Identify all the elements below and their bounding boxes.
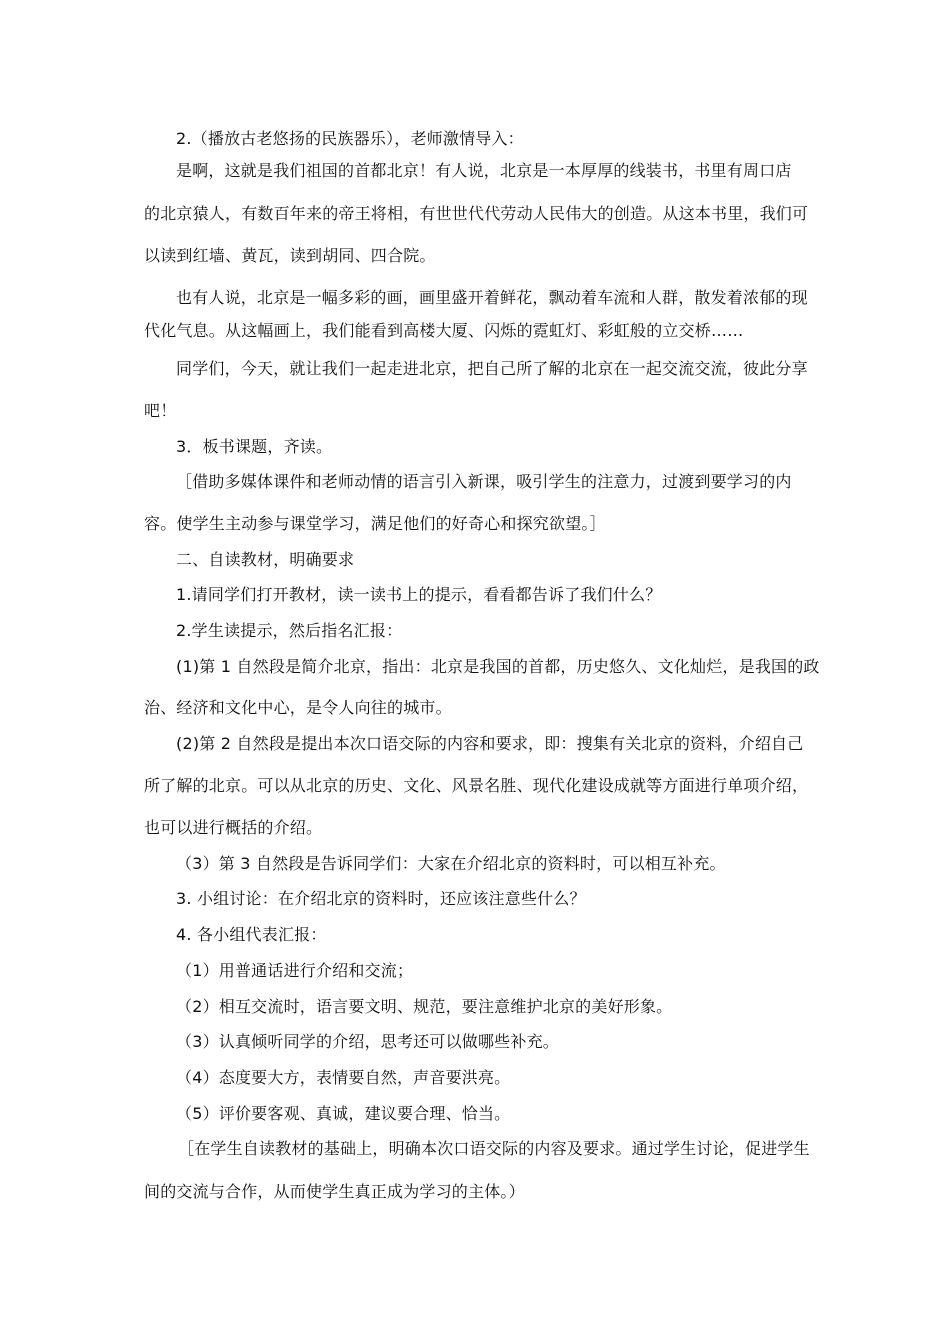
text-line: 以读到红墙、黄瓦，读到胡同、四合院。 [144, 246, 436, 265]
text-line: 是啊，这就是我们祖国的首都北京！有人说，北京是一本厚厚的线装书，书里有周口店 [176, 161, 792, 180]
text-line: 也可以进行概括的介绍。 [144, 818, 323, 837]
text-line: 代化气息。从这幅画上，我们能看到高楼大厦、闪烁的霓虹灯、彩虹般的立交桥…… [144, 321, 744, 340]
text-line: 1.请同学们打开教材，读一读书上的提示，看看都告诉了我们什么？ [176, 585, 662, 604]
text-line: 的北京猿人，有数百年来的帝王将相，有世世代代劳动人民伟大的创造。从这本书里，我们可 [144, 204, 809, 223]
text-line: （3）第 3 自然段是告诉同学们：大家在介绍北京的资料时，可以相互补充。 [176, 854, 726, 873]
text-line: ［在学生自读教材的基础上，明确本次口语交际的内容及要求。通过学生讨论，促进学生 [178, 1139, 810, 1158]
text-line: 3．板书课题，齐读。 [176, 437, 333, 456]
text-line: 吧！ [144, 401, 177, 420]
text-line: 所了解的北京。可以从北京的历史、文化、风景名胜、现代化建设成就等方面进行单项介绍， [144, 776, 809, 795]
text-line: 4. 各小组代表汇报： [176, 925, 327, 944]
text-line: 3. 小组讨论：在介绍北京的资料时，还应该注意些什么？ [176, 889, 586, 908]
text-line: （5）评价要客观、真诚，建议要合理、恰当。 [176, 1104, 511, 1123]
text-line: 治、经济和文化中心，是令人向往的城市。 [144, 698, 452, 717]
text-line: 2.学生读提示，然后指名汇报： [176, 621, 403, 640]
text-line: 2.（播放古老悠扬的民族器乐），老师激情导入： [176, 129, 524, 148]
text-line: 容。使学生主动参与课堂学习，满足他们的好奇心和探究欲望。］ [144, 514, 606, 533]
text-line: 也有人说，北京是一幅多彩的画，画里盛开着鲜花，飘动着车流和人群，散发着浓郁的现 [176, 288, 808, 307]
text-line: 二、自读教材，明确要求 [176, 550, 355, 569]
text-line: （1）用普通话进行介绍和交流； [176, 961, 414, 980]
text-line: (1)第 1 自然段是简介北京，指出：北京是我国的首都，历史悠久、文化灿烂，是我国的政 [176, 657, 820, 676]
text-line: 同学们，今天，就让我们一起走进北京，把自己所了解的北京在一起交流交流，彼此分享 [176, 359, 808, 378]
text-line: (2)第 2 自然段是提出本次口语交际的内容和要求，即：搜集有关北京的资料，介绍自己 [176, 734, 804, 753]
text-line: （4）态度要大方，表情要自然，声音要洪亮。 [176, 1068, 511, 1087]
text-line: ［借助多媒体课件和老师动情的语言引入新课，吸引学生的注意力，过渡到要学习的内 [176, 472, 792, 491]
text-line: 间的交流与合作，从而使学生真正成为学习的主体。） [144, 1182, 525, 1201]
text-line: （2）相互交流时，语言要文明、规范，要注意维护北京的美好形象。 [176, 997, 673, 1016]
text-line: （3）认真倾听同学的介绍，思考还可以做哪些补充。 [176, 1032, 559, 1051]
